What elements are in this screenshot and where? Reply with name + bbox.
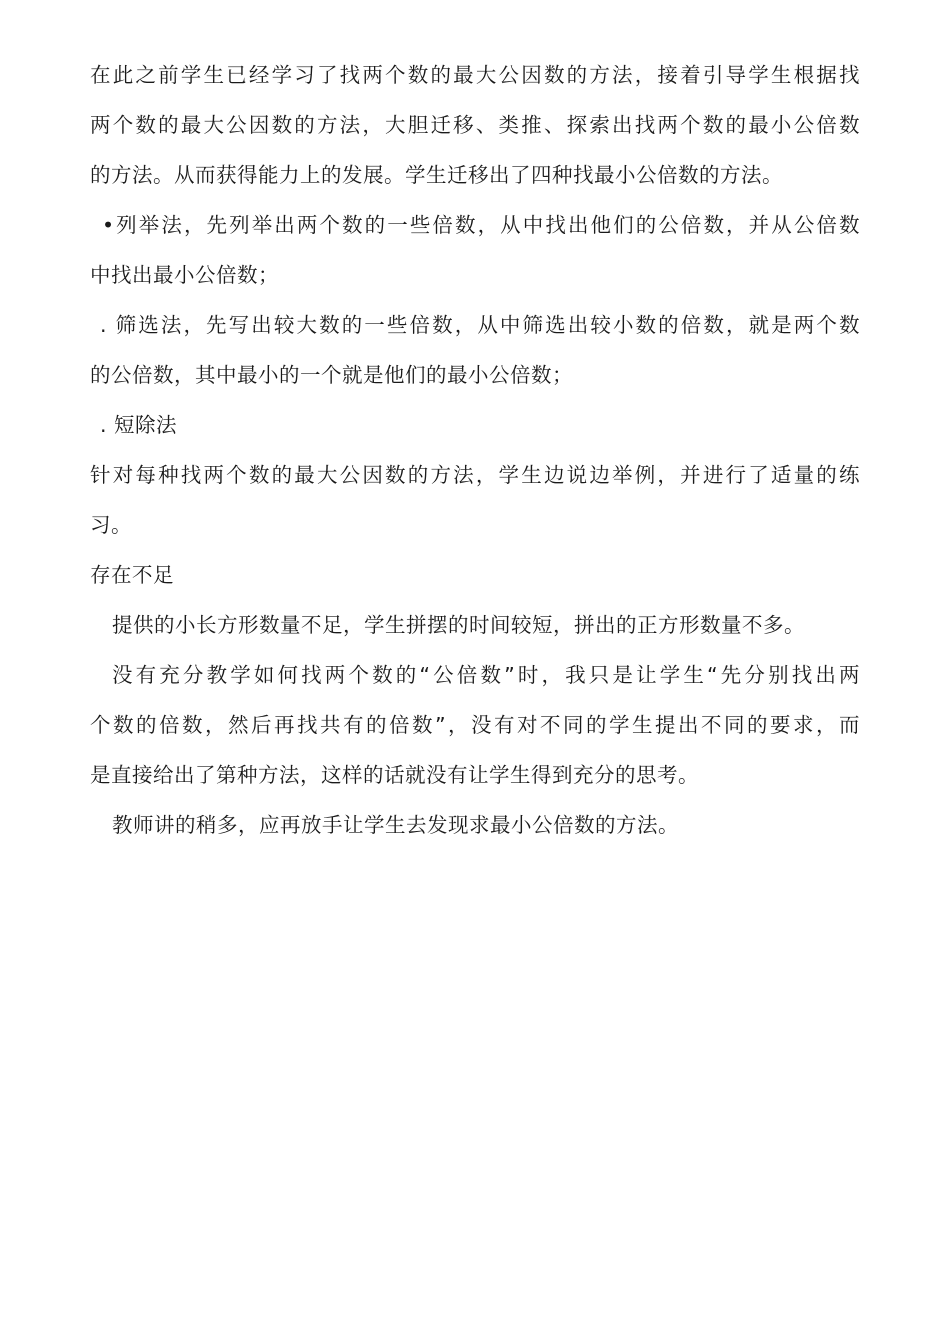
shortcoming-2-line-1: 没有充分教学如何找两个数的“公倍数”时，我只是让学生“先分别找出两 xyxy=(112,663,860,687)
method-list-item-1-line-1: •列举法，先列举出两个数的一些倍数，从中找出他们的公倍数，并从公倍数 xyxy=(102,213,860,237)
practice-paragraph-line-1: 针对每种找两个数的最大公因数的方法，学生边说边举例，并进行了适量的练 xyxy=(90,463,860,487)
paragraph-intro-line-3: 的方法。从而获得能力上的发展。学生迁移出了四种找最小公倍数的方法。 xyxy=(90,163,783,187)
paragraph-intro-line-1: 在此之前学生已经学习了找两个数的最大公因数的方法，接着引导学生根据找 xyxy=(90,63,860,87)
shortcoming-2-line-3: 是直接给出了第种方法，这样的话就没有让学生得到充分的思考。 xyxy=(90,763,699,787)
shortcoming-3: 教师讲的稍多，应再放手让学生去发现求最小公倍数的方法。 xyxy=(112,813,679,837)
practice-paragraph-line-2: 习。 xyxy=(90,513,132,537)
method-list-item-2-line-1: . 筛选法，先写出较大数的一些倍数，从中筛选出较小数的倍数，就是两个数 xyxy=(100,313,860,337)
section-heading-shortcomings: 存在不足 xyxy=(90,563,174,587)
shortcoming-1: 提供的小长方形数量不足，学生拼摆的时间较短，拼出的正方形数量不多。 xyxy=(112,613,805,637)
method-list-item-3: . 短除法 xyxy=(100,413,178,437)
method-list-item-2-line-2: 的公倍数，其中最小的一个就是他们的最小公倍数； xyxy=(90,363,573,387)
shortcoming-2-line-2: 个数的倍数，然后再找共有的倍数”，没有对不同的学生提出不同的要求，而 xyxy=(90,713,860,737)
paragraph-intro-line-2: 两个数的最大公因数的方法，大胆迁移、类推、探索出找两个数的最小公倍数 xyxy=(90,113,860,137)
method-list-item-1-line-2: 中找出最小公倍数； xyxy=(90,263,279,287)
